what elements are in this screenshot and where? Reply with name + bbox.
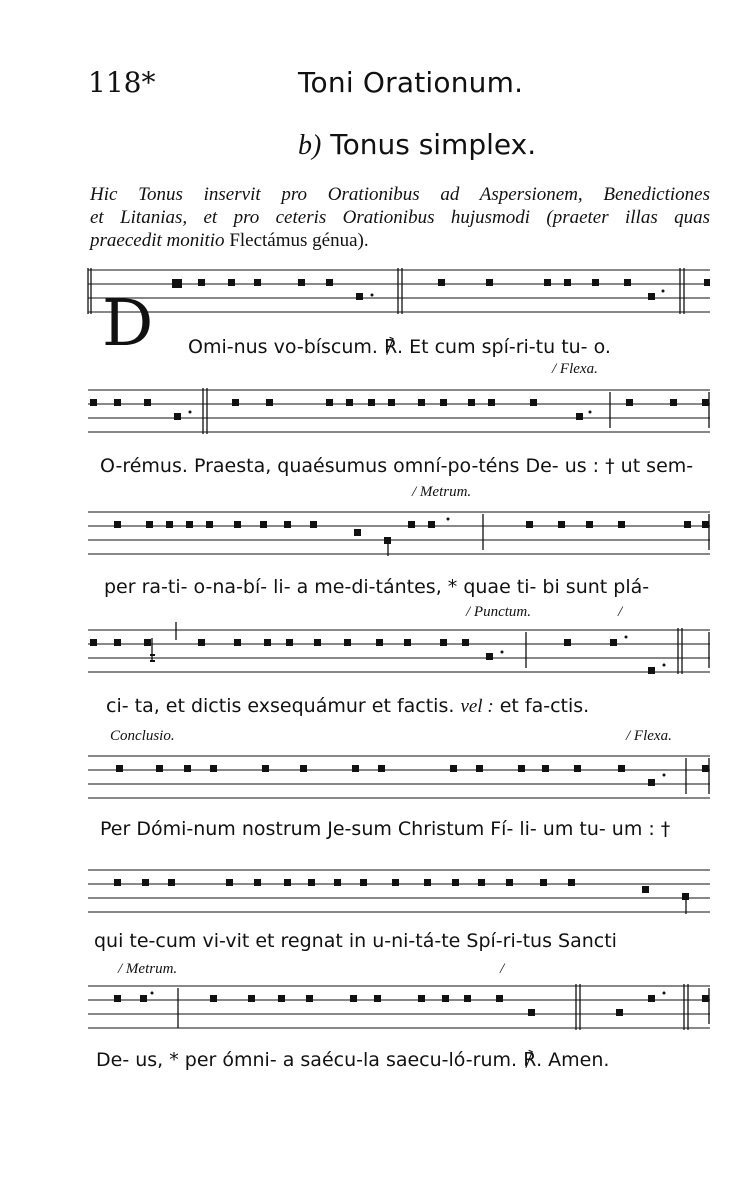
rubric-line-3-italic: praecedit monitio [90,230,225,251]
staff-2 [88,388,712,438]
section-title: Tonus simplex. [330,128,537,161]
label-slash-1: / [618,604,623,620]
rubric-line-3-roman: Flectámus génua). [229,230,369,251]
staff-1 [88,268,712,328]
staff-4 [88,628,712,680]
label-conclusio: Conclusio. [110,728,175,744]
initial-letter: D [102,287,154,361]
label-metrum-1: / Metrum. [412,484,472,500]
label-metrum-2: / Metrum. [118,961,178,977]
label-slash-2: / [500,961,505,977]
staff-3 [88,510,712,560]
clef-mark [172,279,182,288]
rubric-line-3 [90,229,710,252]
label-flexa-1: / Flexa. [552,361,598,377]
lyrics-7: De- us, * per ómni- a saécu-la saecu-ló-rum. ℟. Amen. [96,1049,610,1071]
staff-6 [88,868,712,918]
page-number: 118* [88,66,156,99]
lyrics-4: ci- ta, et dictis exsequámur et factis. vel : et fa-ctis. [106,695,590,717]
lyrics-2: O-rémus. Praesta, quaésumus omní-po-téns De- us : † ut sem- [100,455,694,477]
staff-7 [88,984,712,1036]
rubric-line-2: et Litanias, et pro ceteris Orationibus hujusmodi (praeter illas quas [90,207,710,228]
rubric [90,183,710,252]
section-heading [298,128,536,162]
label-flexa-2: / Flexa. [626,728,672,744]
lyrics-6: qui te-cum vi-vit et regnat in u-ni-tá-te Spí-ri-tus Sancti [94,930,617,952]
section-letter: b) [298,130,322,161]
lyrics-3: per ra-ti- o-na-bí- li- a me-di-tántes, * quae ti- bi sunt plá- [104,576,650,598]
running-title: Toni Orationum. [298,66,524,99]
lyrics-1: Omi-nus vo-bíscum. ℟. Et cum spí-ri-tu tu- o. [188,336,611,358]
staff-5 [88,754,712,804]
rubric-line-1: Hic Tonus inservit pro Orationibus ad Aspersionem, Benedictiones [90,184,710,205]
label-punctum: / Punctum. [466,604,531,620]
lyrics-5: Per Dómi-num nostrum Je-sum Christum Fí- li- um tu- um : † [100,818,671,840]
